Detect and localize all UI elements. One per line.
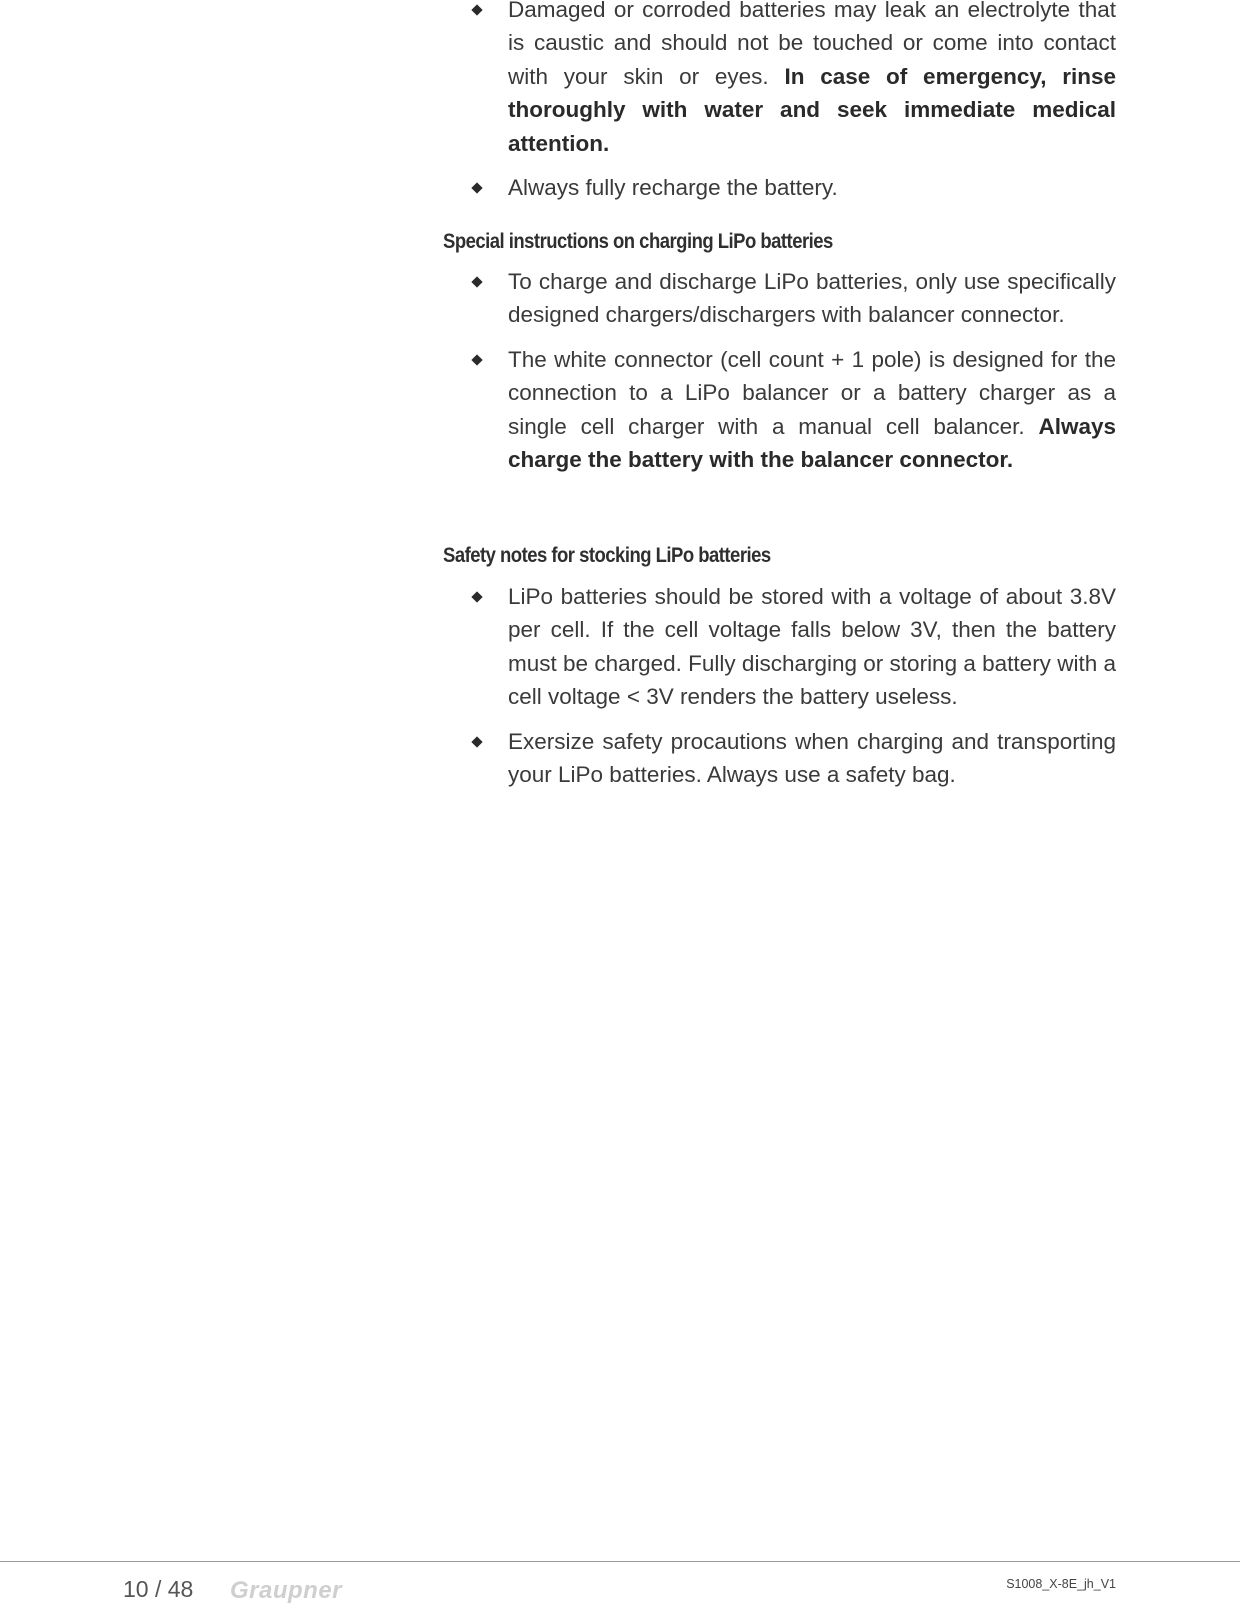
diamond-bullet-icon [471,736,482,747]
bullet-list-stocking [443,580,1116,791]
item-bold-text: In case of emergency, rinse thoroughly with water and seek immediate medical attention. [508,63,1117,156]
list-item-chargers [443,265,1116,332]
list-item-electrolyte-warning [443,0,1116,160]
diamond-bullet-icon [471,276,482,287]
item-text: LiPo batteries should be stored with a voltage of about 3.8V per cell. If the cell voltage falls below 3V, then the battery must be charged. Fully discharging or storing a battery with a cell voltage < 3V renders the battery useless. [508,584,1116,710]
diamond-bullet-icon [471,182,482,193]
item-text: The white connector (cell count + 1 pole) is designed for the connection to a LiPo balancer or a battery charger as a single cell charger with a manual cell balancer. [508,346,1116,439]
item-text: Damaged or corroded batteries may leak an electrolyte that is caustic and should not be touched or come into contact with your skin or eyes. [508,0,1116,89]
item-text: Exersize safety procautions when charging and transporting your LiPo batteries. Always use a safety bag. [508,728,1116,788]
diamond-bullet-icon [471,4,482,15]
list-item-white-connector [443,343,1116,477]
footer-divider [0,1561,1240,1562]
list-item-storage-voltage [443,580,1116,714]
brand-logo: Graupner [230,1577,343,1604]
section-heading-stocking: Safety notes for stocking LiPo batteries [443,543,771,567]
list-item-recharge [443,171,1116,204]
list-item-safety-bag [443,725,1116,792]
diamond-bullet-icon [471,354,482,365]
diamond-bullet-icon [471,591,482,602]
section-heading-charging: Special instructions on charging LiPo batteries [443,229,833,253]
bullet-list-charging [443,265,1116,476]
item-text: Always fully recharge the battery. [508,175,838,201]
page-number: 10 / 48 [123,1576,194,1602]
item-text: To charge and discharge LiPo batteries, only use specifically designed chargers/dischargers with balancer connector. [508,269,1116,328]
bullet-list-batteries [443,0,1116,204]
document-code: S1008_X-8E_jh_V1 [1006,1577,1116,1591]
item-bold-text: Always charge the battery with the balancer connector. [508,413,1116,473]
